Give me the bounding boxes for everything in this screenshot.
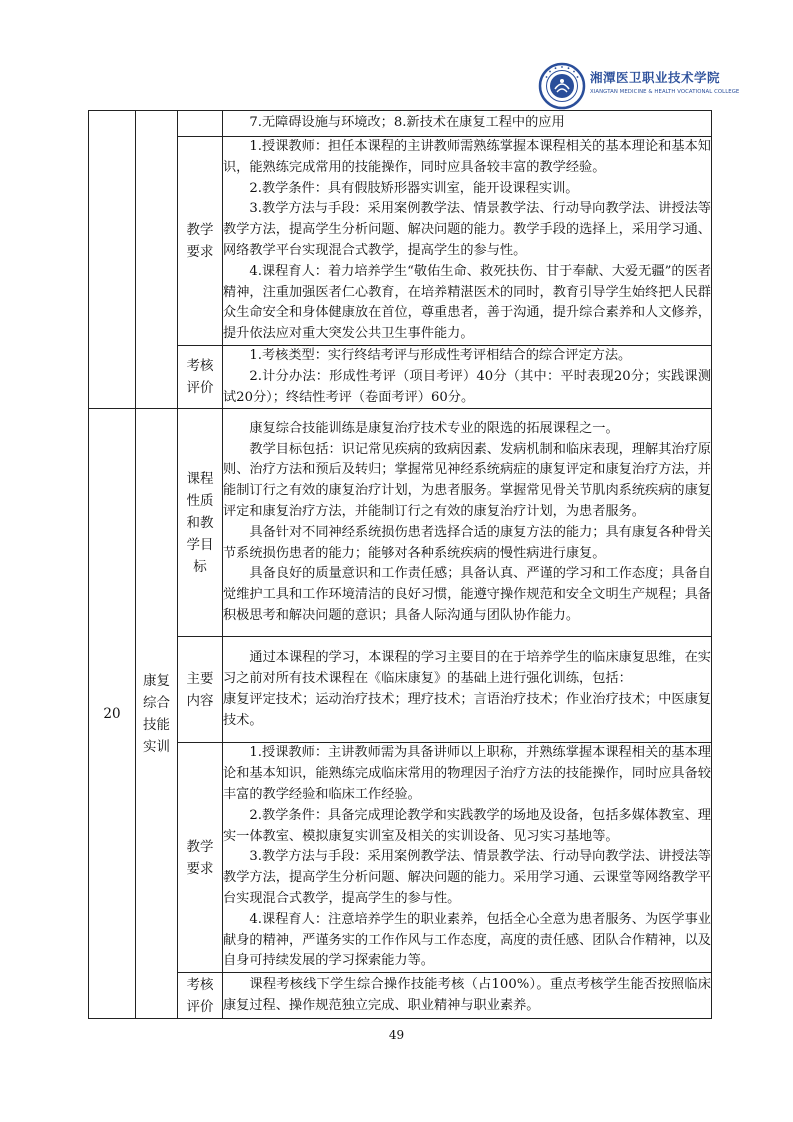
label-line: 评价 [186, 380, 214, 397]
page-number: 49 [388, 1028, 405, 1042]
content-paragraph: 2.教学条件：具备完成理论教学和实践教学的场地及设备，包括多媒体教室、理实一体教室、模拟康复实训室及相关的实训设备、见习实习基地等。 [223, 807, 711, 844]
table-row [89, 111, 712, 137]
label-line: 评价 [186, 998, 214, 1015]
course-name [136, 409, 178, 1019]
content-paragraph: 具备针对不同神经系统损伤患者选择合适的康复方法的能力；具有康复各种骨关节系统损伤患者的能力；能够对各种系统疾病的慢性病进行康复。 [223, 524, 711, 561]
content-paragraph: 教学目标包括：识记常见疾病的致病因素、发病机制和临床表现，理解其治疗原则、治疗方法和预后及转归；掌握常见神经系统病症的康复评定和康复治疗方法，并能制订行之有效的康复治疗计划，为患者服务。掌握常见骨关节肌肉系统疾病的康复评定和康复治疗方法，并能制订行之有效的康复治疗计划，为患者服务。 [223, 441, 711, 520]
label-line: 要求 [186, 860, 214, 877]
table-row [89, 345, 712, 408]
table-row [89, 973, 712, 1019]
label-line: 内容 [186, 692, 214, 709]
prev-course-blank-label-cell [178, 111, 223, 137]
label-line: 教学 [186, 221, 214, 238]
prev-course-content-tail [223, 111, 712, 137]
goal-label [178, 409, 223, 637]
main-content-label [178, 637, 223, 743]
prev-course-number-cell [89, 111, 136, 409]
label-line: 综合 [143, 694, 170, 711]
table-row [89, 637, 712, 743]
label-line: 性质 [186, 492, 214, 509]
req-label [178, 743, 223, 973]
prev-req-content [223, 137, 712, 346]
content-paragraph: 2.计分办法：形成性考评（项目考评）40分（其中：平时表现20分；实践课测试20分）；终结性考评（卷面考评）60分。 [223, 368, 711, 405]
label-line: 主要 [186, 670, 214, 687]
main-content [223, 637, 712, 743]
label-line: 考核 [186, 358, 214, 375]
table-row [89, 409, 712, 637]
table-row [89, 743, 712, 973]
table-row [89, 137, 712, 346]
label-line: 标 [193, 558, 207, 575]
content-paragraph: 通过本课程的学习，本课程的学习主要目的在于培养学生的临床康复思维，在实习之前对所有技术课程在《临床康复》的基础上进行强化训练，包括： [223, 650, 711, 687]
college-logo [538, 62, 740, 112]
content-paragraph: 4.课程育人：着力培养学生“敬佑生命、救死扶伤、甘于奉献、大爱无疆”的医者精神，注重加强医者仁心教育，在培养精湛医术的同时，教育引导学生始终把人民群众生命安全和身体健康放在首位，尊重患者，善于沟通，提升综合素养和人文修养，提升依法应对重大突发公共卫生事件能力。 [223, 263, 711, 342]
content-paragraph: 康复综合技能训练是康复治疗技术专业的限选的拓展课程之一。 [249, 420, 619, 436]
content-paragraph: 3.教学方法与手段：采用案例教学法、情景教学法、行动导向教学法、讲授法等教学方法，提高学生分析问题、解决问题的能力。采用学习通、云课堂等网络教学平台实现混合式教学，提高学生的参与性。 [223, 849, 711, 906]
eval-content [223, 973, 712, 1019]
goal-content [223, 409, 712, 637]
college-seal-icon [538, 62, 586, 110]
prev-eval-label [178, 345, 223, 408]
label-line: 实训 [143, 738, 170, 755]
content-paragraph: 1.授课教师：主讲教师需为具备讲师以上职称，并熟练掌握本课程相关的基本理论和基本知识，能熟练完成临床常用的物理因子治疗方法的技能操作，同时应具备较丰富的教学经验和临床工作经验。 [223, 745, 711, 802]
content-paragraph: 1.考核类型：实行终结考评与形成性考评相结合的综合评定方法。 [249, 347, 632, 363]
label-line: 课程 [186, 470, 214, 487]
label-line: 教学 [186, 838, 214, 855]
course-number: 20 [89, 409, 136, 1019]
college-name-cn: 湘潭医卫职业技术学院 [590, 70, 721, 85]
content-paragraph: 课程考核线下学生综合操作技能考核（占100%）。重点考核学生能否按照临床康复过程、操作规范独立完成、职业精神与职业素养。 [223, 976, 711, 1013]
prev-req-label [178, 137, 223, 346]
content-paragraph: 具备良好的质量意识和工作责任感；具备认真、严谨的学习和工作态度；具备自觉维护工具和工作环境清洁的良好习惯，能遵守操作规范和安全文明生产规程；具备积极思考和解决问题的意识；具备人际沟通与团队协作能力。 [223, 566, 711, 624]
curriculum-table [88, 110, 712, 1019]
req-content [223, 743, 712, 973]
content-paragraph: 1.授课教师：担任本课程的主讲教师需熟练掌握本课程相关的基本理论和基本知识，能熟练完成常用的技能操作，同时应具备较丰富的教学经验。 [223, 139, 711, 175]
label-line: 和教 [186, 514, 214, 531]
content-paragraph: 康复评定技术；运动治疗技术；理疗技术；言语治疗技术；作业治疗技术；中医康复技术。 [223, 691, 711, 728]
content-paragraph: 4.课程育人：注意培养学生的职业素养，包括全心全意为患者服务、为医学事业献身的精神，严谨务实的工作作风与工作态度，高度的责任感、团队合作精神，以及自身可持续发展的学习探索能力等。 [223, 911, 711, 969]
content-text: 7.无障碍设施与环境改；8.新技术在康复工程中的应用 [249, 115, 565, 131]
label-line: 学目 [186, 536, 214, 553]
label-line: 考核 [186, 976, 214, 993]
label-line: 技能 [143, 716, 170, 733]
label-line: 要求 [186, 243, 214, 260]
content-paragraph: 2.教学条件：具有假肢矫形器实训室，能开设课程实训。 [249, 180, 579, 196]
eval-label [178, 973, 223, 1019]
label-line: 康复 [143, 672, 170, 689]
prev-eval-content [223, 345, 712, 408]
college-name-en: XIANGTAN MEDICINE & HEALTH VOCATIONAL COLLEGE [590, 89, 740, 95]
prev-course-name-cell [136, 111, 178, 409]
content-paragraph: 3.教学方法与手段：采用案例教学法、情景教学法、行动导向教学法、讲授法等教学方法，提高学生分析问题、解决问题的能力。教学手段的选择上，采用学习通、网络教学平台实现混合式教学，提高学生的参与性。 [223, 201, 711, 258]
